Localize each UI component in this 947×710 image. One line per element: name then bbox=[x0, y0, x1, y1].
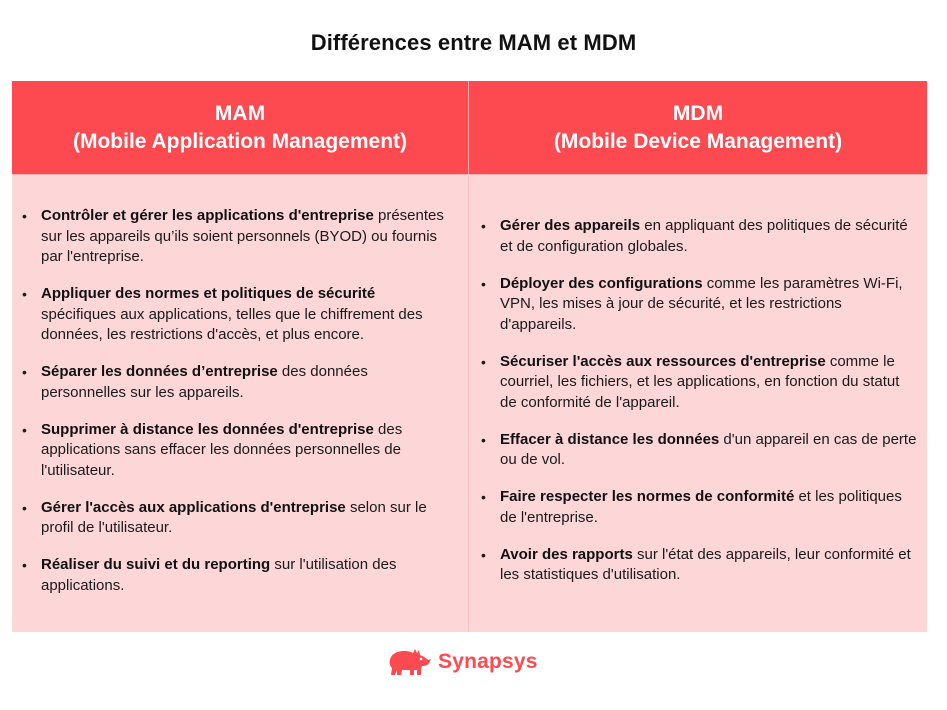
item-bold: Déployer des configurations bbox=[500, 274, 703, 292]
list-item bbox=[22, 555, 454, 596]
list-item bbox=[22, 362, 454, 403]
comparison-table bbox=[12, 81, 927, 632]
item-bold: Faire respecter les normes de conformité bbox=[500, 488, 795, 505]
page-title: Différences entre MAM et MDM bbox=[310, 30, 637, 55]
item-text: sur l'utilisation des applications. bbox=[41, 556, 397, 594]
mdm-column bbox=[469, 174, 927, 632]
list-item bbox=[481, 352, 917, 414]
item-text: sur l'état des appareils, leur conformité et les statistiques d'utilisation. bbox=[500, 545, 911, 583]
item-text: en appliquant des politiques de sécurité et de configuration globales. bbox=[500, 217, 908, 255]
item-text: d'un appareil en cas de perte ou de vol. bbox=[500, 430, 917, 468]
item-text: des applications sans effacer les données personnelles de l'utilisateur. bbox=[41, 420, 403, 479]
list-item bbox=[481, 545, 917, 586]
mam-subheading: (Mobile Application Management) bbox=[72, 129, 408, 153]
item-text: et les politiques de l'entreprise. bbox=[500, 488, 902, 526]
item-bold: Appliquer des normes et politiques de sécurité bbox=[41, 285, 376, 302]
mam-header bbox=[12, 81, 469, 174]
mdm-heading: MDM bbox=[672, 101, 724, 125]
list-item bbox=[22, 284, 454, 346]
item-bold: Gérer des appareils bbox=[500, 217, 641, 234]
item-text: spécifiques aux applications, telles que le chiffrement des données, les restrictions d'accès, et plus encore. bbox=[41, 305, 423, 343]
list-item bbox=[481, 216, 917, 257]
mdm-subheading: (Mobile Device Management) bbox=[553, 129, 843, 153]
item-bold: Effacer à distance les données bbox=[500, 430, 720, 448]
brand-name: Synapsys bbox=[438, 650, 538, 673]
item-bold: Sécuriser l'accès aux ressources d'entreprise bbox=[500, 352, 826, 370]
item-text: comme les paramètres Wi-Fi, VPN, les mises à jour de sécurité, et les restrictions d'appareils. bbox=[500, 274, 903, 333]
list-item bbox=[22, 206, 454, 268]
rhino-icon bbox=[388, 646, 432, 678]
item-bold: Gérer l'accès aux applications d'entreprise bbox=[41, 498, 346, 516]
item-bold: Supprimer à distance les données d'entreprise bbox=[41, 420, 374, 438]
mdm-list bbox=[481, 216, 917, 586]
item-text: des données personnelles sur les appareils. bbox=[41, 363, 368, 401]
item-text: comme le courriel, les fichiers, et les applications, en fonction du statut de conformité de l'appareil. bbox=[500, 352, 900, 411]
item-text: selon sur le profil de l'utilisateur. bbox=[41, 498, 427, 536]
brand-logo bbox=[388, 646, 538, 678]
list-item bbox=[481, 430, 917, 471]
item-bold: Avoir des rapports bbox=[500, 545, 633, 563]
list-item bbox=[22, 420, 454, 482]
list-item bbox=[481, 487, 917, 528]
mam-column bbox=[12, 174, 469, 632]
mam-heading: MAM bbox=[214, 101, 266, 125]
list-item bbox=[481, 274, 917, 336]
item-text: présentes sur les appareils qu’ils soient personnels (BYOD) ou fournis par l'entreprise. bbox=[41, 207, 444, 265]
mam-list bbox=[22, 206, 454, 596]
list-item bbox=[22, 498, 454, 539]
mdm-header bbox=[469, 81, 927, 174]
item-bold: Contrôler et gérer les applications d'entreprise bbox=[41, 207, 374, 224]
item-bold: Réaliser du suivi et du reporting bbox=[41, 556, 271, 573]
item-bold: Séparer les données d’entreprise bbox=[41, 363, 278, 380]
